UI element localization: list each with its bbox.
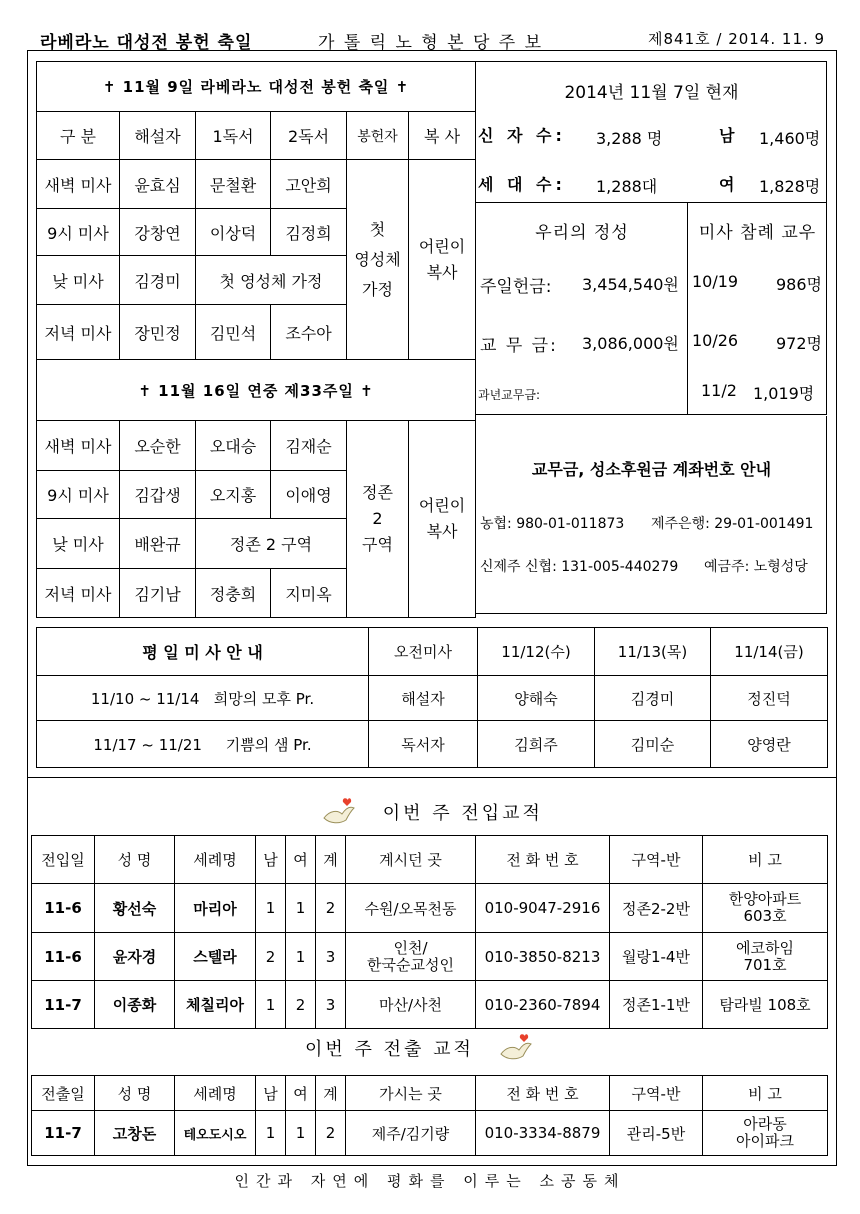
believers-value: 3,288 명: [596, 129, 663, 148]
col-header: 해설자: [120, 112, 196, 160]
female-count: 1: [286, 933, 316, 981]
note: 아라동 아이파크: [703, 1111, 828, 1156]
weekday-role: 독서자: [369, 721, 478, 768]
bulletin-header: [0, 0, 860, 56]
baptismal-name: 마리아: [175, 884, 256, 933]
commentator: 강창연: [120, 209, 196, 256]
commentator: 윤효심: [120, 160, 196, 209]
parish-stats-panel: [476, 61, 827, 415]
weekday-role: 해설자: [369, 676, 478, 721]
col-header: 세례명: [175, 836, 256, 884]
mass-name: 낮 미사: [37, 256, 120, 305]
date: 11-6: [32, 933, 95, 981]
col-header: 가시는 곳: [346, 1076, 476, 1111]
offerings-title: 우리의 정성: [535, 223, 629, 243]
col-header: 여: [286, 1076, 316, 1111]
reading1: 문철환: [196, 160, 271, 209]
weekday-person: 양영란: [711, 721, 828, 768]
move-out-title: 이번 주 전출 교적: [305, 1039, 474, 1060]
arrears-label: 과년교무금:: [478, 388, 541, 402]
col-header: 성 명: [95, 1076, 175, 1111]
female-count: 1: [286, 884, 316, 933]
praesidium: 기쁨의 샘 Pr.: [225, 735, 312, 754]
households-label: 세 대 수:: [478, 175, 566, 194]
total-count: 3: [316, 981, 346, 1029]
morning-mass-label: 오전미사: [369, 628, 478, 676]
name: 윤자경: [95, 933, 175, 981]
reading2: 고안희: [271, 160, 347, 209]
server-line: 어린이: [418, 236, 466, 256]
reading2: 이애영: [271, 471, 347, 519]
male-label: 남: [719, 126, 739, 145]
commentator: 배완규: [120, 519, 196, 569]
commentator: 장민정: [120, 305, 196, 360]
col-header: 계: [316, 1076, 346, 1111]
schedule1-title: ✝ 11월 9일 라베라노 대성전 봉헌 축일 ✝: [37, 62, 476, 112]
female-label: 여: [719, 175, 739, 194]
col-header: 구역-반: [610, 836, 703, 884]
reading2: 김정희: [271, 209, 347, 256]
col-header: 구역-반: [610, 1076, 703, 1111]
reading1: 이상덕: [196, 209, 271, 256]
attendance-date: 11/2: [701, 381, 737, 400]
account-shinhyup: 신제주 신협: 131-005-440279: [480, 559, 679, 575]
sunday-label: 주일헌금:: [480, 277, 552, 297]
name: 황선숙: [95, 884, 175, 933]
period-range: 11/10 ~ 11/14: [90, 689, 200, 708]
male-count: 2: [256, 933, 286, 981]
weekday-mass-table: [36, 627, 828, 768]
reading2: 지미옥: [271, 569, 347, 618]
male-count: 1: [256, 1111, 286, 1156]
col-header: 2독서: [271, 112, 347, 160]
male-count: 1: [256, 981, 286, 1029]
offerer-line: 정존: [362, 483, 393, 502]
mass-name: 새벽 미사: [37, 160, 120, 209]
account-info-panel: [476, 416, 827, 614]
offerer-line: 가정: [362, 279, 393, 299]
mass-name: 9시 미사: [37, 209, 120, 256]
header-issue: 제841호 / 2014. 11. 9: [648, 30, 826, 48]
reading1: 오대승: [196, 421, 271, 471]
col-header: 비 고: [703, 1076, 828, 1111]
account-nonghyup: 농협: 980-01-011873: [480, 516, 625, 532]
origin: 수원/오목천동: [346, 884, 476, 933]
date: 11-7: [32, 1111, 95, 1156]
baptismal-name: 체칠리아: [175, 981, 256, 1029]
col-header: 남: [256, 1076, 286, 1111]
households-value: 1,288대: [596, 177, 658, 196]
origin: 인천/ 한국순교성인: [346, 933, 476, 981]
attendance-date: 10/26: [692, 331, 739, 350]
total-count: 2: [316, 1111, 346, 1156]
weekday-date: 11/12(수): [478, 628, 595, 676]
attendance-count: 986명: [776, 275, 822, 294]
commentator: 김기남: [120, 569, 196, 618]
mass-name: 새벽 미사: [37, 421, 120, 471]
weekday-date: 11/14(금): [711, 628, 828, 676]
reading1: 정충희: [196, 569, 271, 618]
baptismal-name: 테오도시오: [175, 1111, 256, 1156]
table-row: [32, 933, 828, 981]
district: 관리-5반: [610, 1111, 703, 1156]
name: 고창돈: [95, 1111, 175, 1156]
phone: 010-9047-2916: [476, 884, 610, 933]
col-header: 봉헌자: [347, 112, 409, 160]
reading1: 김민석: [196, 305, 271, 360]
phone: 010-2360-7894: [476, 981, 610, 1029]
move-out-table: [31, 1075, 828, 1156]
believers-label: 신 자 수:: [478, 126, 566, 145]
female-value: 1,828명: [759, 177, 821, 196]
name: 이종화: [95, 981, 175, 1029]
move-in-table: [31, 835, 828, 1029]
col-header: 여: [286, 836, 316, 884]
readings-combined: 정존 2 구역: [196, 519, 347, 569]
district: 월랑1-4반: [610, 933, 703, 981]
reading1: 오지홍: [196, 471, 271, 519]
offerer-cell: [347, 160, 409, 360]
male-value: 1,460명: [759, 129, 821, 148]
mass-name: 저녁 미사: [37, 305, 120, 360]
female-count: 2: [286, 981, 316, 1029]
table-row: [32, 981, 828, 1029]
server-line: 어린이: [418, 496, 466, 515]
offerer-line: 구역: [362, 535, 393, 554]
weekday-date: 11/13(목): [595, 628, 711, 676]
weekday-title: 평 일 미 사 안 내: [37, 628, 369, 676]
reading2: 조수아: [271, 305, 347, 360]
server-cell: [409, 160, 476, 360]
weekday-person: 김희주: [478, 721, 595, 768]
footer-motto: 인간과 자연에 평화를 이루는 소공동체: [234, 1172, 626, 1190]
col-header: 성 명: [95, 836, 175, 884]
account-holder: 예금주: 노형성당: [704, 559, 808, 575]
stats-as-of: 2014년 11월 7일 현재: [564, 83, 739, 103]
offerer-line: 첫: [369, 219, 386, 239]
header-paper-name: 가 톨 릭 노 형 본 당 주 보: [318, 33, 544, 53]
col-header: 전 화 번 호: [476, 1076, 610, 1111]
col-header: 복 사: [409, 112, 476, 160]
server-line: 복사: [426, 262, 458, 282]
attendance-count: 972명: [776, 334, 822, 353]
attendance-title: 미사 참례 교우: [698, 223, 817, 243]
weekday-person: 김미순: [595, 721, 711, 768]
table-row: [32, 1111, 828, 1156]
col-header: 전출일: [32, 1076, 95, 1111]
weekday-period: [37, 676, 369, 721]
female-count: 1: [286, 1111, 316, 1156]
divider: [27, 777, 837, 778]
dues-label: 교 무 금:: [480, 336, 558, 356]
col-header: 1독서: [196, 112, 271, 160]
period-range: 11/17 ~ 11/21: [93, 735, 202, 754]
total-count: 2: [316, 884, 346, 933]
phone: 010-3850-8213: [476, 933, 610, 981]
offerer-line: 영성체: [354, 249, 401, 269]
account-jeju-bank: 제주은행: 29-01-001491: [651, 516, 814, 532]
col-header: 전입일: [32, 836, 95, 884]
mass-name: 낮 미사: [37, 519, 120, 569]
commentator: 오순한: [120, 421, 196, 471]
attendance-date: 10/19: [692, 272, 739, 291]
date: 11-7: [32, 981, 95, 1029]
commentator: 김경미: [120, 256, 196, 305]
move-out-header: [305, 1032, 537, 1064]
note: 에코하임 701호: [703, 933, 828, 981]
schedule2-title: ✝ 11월 16일 연중 제33주일 ✝: [37, 360, 476, 421]
weekday-person: 양해숙: [478, 676, 595, 721]
weekday-person: 김경미: [595, 676, 711, 721]
district: 정존2-2반: [610, 884, 703, 933]
offerer-line: 2: [372, 509, 383, 528]
origin: 마산/사천: [346, 981, 476, 1029]
note: 탐라빌 108호: [703, 981, 828, 1029]
dove-icon: [497, 1032, 537, 1064]
weekday-person: 정진덕: [711, 676, 828, 721]
dues-value: 3,086,000원: [582, 334, 679, 353]
server-line: 복사: [426, 522, 458, 541]
sunday-value: 3,454,540원: [582, 275, 679, 294]
mass-name: 9시 미사: [37, 471, 120, 519]
move-in-title: 이번 주 전입교적: [382, 803, 543, 824]
reading2: 김재순: [271, 421, 347, 471]
district: 정존1-1반: [610, 981, 703, 1029]
male-count: 1: [256, 884, 286, 933]
total-count: 3: [316, 933, 346, 981]
mass-name: 저녁 미사: [37, 569, 120, 618]
schedule-nov9: [36, 61, 476, 618]
date: 11-6: [32, 884, 95, 933]
col-header: 비 고: [703, 836, 828, 884]
dove-icon: [320, 796, 360, 828]
move-in-header: [320, 796, 543, 828]
destination: 제주/김기량: [346, 1111, 476, 1156]
header-feast: 라베라노 대성전 봉헌 축일: [40, 33, 253, 53]
weekday-period: [37, 721, 369, 768]
phone: 010-3334-8879: [476, 1111, 610, 1156]
readings-combined: 첫 영성체 가정: [196, 256, 347, 305]
table-row: [32, 884, 828, 933]
col-header: 세례명: [175, 1076, 256, 1111]
col-header: 남: [256, 836, 286, 884]
col-header: 계: [316, 836, 346, 884]
col-header: 계시던 곳: [346, 836, 476, 884]
attendance-count: 1,019명: [753, 384, 815, 403]
praesidium: 희망의 모후 Pr.: [213, 689, 315, 708]
offerer-cell: [347, 421, 409, 618]
col-header: 구 분: [37, 112, 120, 160]
accounts-title: 교무금, 성소후원금 계좌번호 안내: [531, 460, 772, 479]
note: 한양아파트 603호: [703, 884, 828, 933]
baptismal-name: 스텔라: [175, 933, 256, 981]
col-header: 전 화 번 호: [476, 836, 610, 884]
commentator: 김갑생: [120, 471, 196, 519]
server-cell: [409, 421, 476, 618]
